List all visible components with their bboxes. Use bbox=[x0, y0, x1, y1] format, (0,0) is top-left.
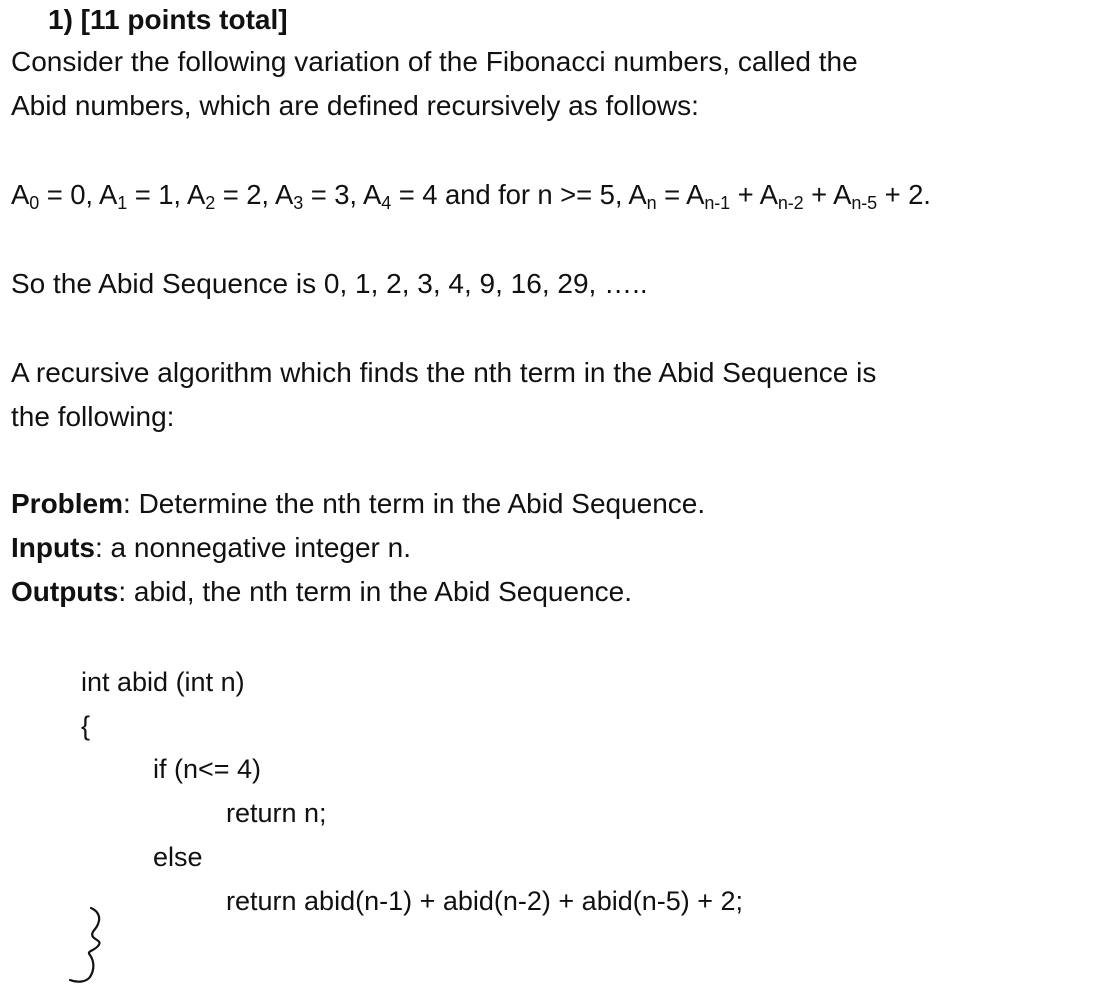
recurrence-rule: $A_n = A_{n-1} + A_{n-2} + A_{n-5} + 2$. bbox=[628, 179, 931, 213]
code-signature: int abid (int n) bbox=[81, 667, 245, 697]
algorithm-intro-line-1: A recursive algorithm which finds the nth term in the Abid Sequence is bbox=[11, 357, 877, 388]
algorithm-intro-line-2: the following: bbox=[11, 401, 175, 432]
code-else-line: else bbox=[153, 842, 203, 872]
code-return-n: return n; bbox=[226, 798, 327, 828]
inputs-label: Inputs bbox=[11, 532, 95, 563]
inputs-text: : a nonnegative integer n. bbox=[95, 532, 412, 563]
outputs-label: Outputs bbox=[11, 576, 119, 607]
code-return-recursive: return abid(n-1) + abid(n-2) + abid(n-5) + 2; bbox=[226, 886, 744, 916]
base-case-3: $A_3 = 3$ bbox=[275, 179, 350, 213]
code-if-line: if (n<= 4) bbox=[153, 754, 262, 784]
recurrence-condition: and for n >= 5, bbox=[444, 179, 623, 210]
problem-line bbox=[11, 486, 705, 522]
problem-label: Problem bbox=[11, 488, 124, 519]
base-case-2: $A_2 = 2$ bbox=[187, 179, 262, 213]
inputs-line bbox=[11, 530, 411, 566]
outputs-text: : abid, the nth term in the Abid Sequence. bbox=[118, 576, 632, 607]
base-case-1: $A_1 = 1$ bbox=[99, 179, 174, 213]
outputs-line bbox=[11, 574, 632, 610]
handwritten-close-brace-icon bbox=[60, 905, 130, 985]
recurrence-formula: $A_0 = 0$, $A_1 = 1$, $A_2 = 2$, $A_3 = 3$, $A_4 = 4$ and for n >= 5, $A_n = A_{n-1} + A_{n-2} + A_{n-5} + 2$. bbox=[11, 179, 931, 213]
question-heading: 1) [11 points total] bbox=[48, 4, 288, 35]
intro-line-2: Abid numbers, which are defined recursively as follows: bbox=[11, 90, 699, 121]
code-open-brace: { bbox=[81, 711, 91, 741]
sequence-line: So the Abid Sequence is 0, 1, 2, 3, 4, 9, 16, 29, ….. bbox=[11, 268, 648, 299]
intro-line-1: Consider the following variation of the Fibonacci numbers, called the bbox=[11, 46, 858, 77]
problem-text: : Determine the nth term in the Abid Sequence. bbox=[123, 488, 706, 519]
base-case-0: $A_0 = 0$ bbox=[11, 179, 86, 213]
base-case-4: $A_4 = 4$ bbox=[363, 179, 438, 213]
